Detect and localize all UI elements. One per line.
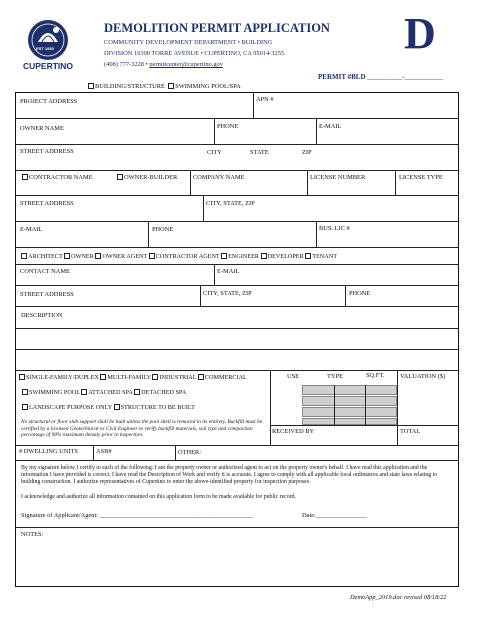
fee-cell[interactable] xyxy=(302,407,397,417)
contractor-name-checkbox[interactable] xyxy=(22,174,28,180)
seal-text: EST 1955 xyxy=(36,46,54,51)
date-line[interactable]: Date:________________ xyxy=(302,512,367,519)
engineer-checkbox[interactable] xyxy=(221,253,227,259)
tenant-checkbox[interactable] xyxy=(305,253,311,259)
structure-label: STRUCTURE TO BE BUILT xyxy=(120,404,195,411)
city-logo xyxy=(22,18,74,72)
landscape-checks-row xyxy=(22,404,195,412)
form-letter: D xyxy=(404,9,436,58)
owner-name-field[interactable] xyxy=(16,133,213,143)
phone-number: (408) 777-3228 xyxy=(104,61,144,68)
architect-checkbox[interactable] xyxy=(21,253,27,259)
acknowledge-text: I acknowledge and authorize all information contained on this application form to be made available for public record. xyxy=(21,494,296,500)
fee-cell[interactable] xyxy=(302,385,397,395)
contractor-agent-checkbox[interactable] xyxy=(149,253,155,259)
fee-cell[interactable] xyxy=(302,418,397,425)
attached-spa-label: ATTACHED SPA xyxy=(88,389,133,396)
permit-number xyxy=(318,73,443,81)
contractor-phone-label: PHONE xyxy=(152,226,174,233)
contractor-agent-label: CONTRACTOR AGENT xyxy=(155,253,220,260)
pool-checks-row xyxy=(22,389,186,397)
fee-cell[interactable] xyxy=(302,396,397,406)
owner-name-label: OWNER NAME xyxy=(20,125,64,132)
contact-street-label: STREET ADDRESS xyxy=(20,291,74,298)
bus-lic-label: BUS. LIC # xyxy=(319,225,350,232)
owner-builder-label: OWNER-BUILDER xyxy=(124,174,178,181)
contractor-name-label: CONTRACTOR NAME xyxy=(29,174,93,181)
contractor-row xyxy=(22,174,93,182)
owner-zip-label: ZIP xyxy=(302,149,312,156)
owner-email-label: E-MAIL xyxy=(319,123,342,130)
building-structure-checkbox[interactable] xyxy=(88,83,94,89)
company-name-label: COMPANY NAME xyxy=(193,174,245,181)
multi-family-checkbox[interactable] xyxy=(100,374,106,380)
use-header: USE xyxy=(287,373,300,380)
received-by-label: RECEIVED BY xyxy=(272,428,315,435)
commercial-label: COMMERCIAL xyxy=(204,374,247,381)
single-family-checkbox[interactable] xyxy=(19,374,25,380)
license-number-label: LICENSE NUMBER xyxy=(310,174,366,181)
pool-note: No structural or floor slab support shall be built unless the pool shell is removed in its entirety. Backfill must be certified by a licensed Geotechnical or Civil Engineer to verify backfill materials, soil type and compaction percentage of 90% maximum density prior to inspection. xyxy=(21,419,263,439)
owner-state-label: STATE xyxy=(250,149,269,156)
city-seal-icon xyxy=(22,18,74,62)
other-label: OTHER: xyxy=(178,449,202,456)
top-type-checks xyxy=(88,83,241,91)
bullet: • xyxy=(145,61,148,68)
industrial-checkbox[interactable] xyxy=(152,374,158,380)
contact-line xyxy=(104,61,223,69)
permit-label: PERMIT #BLD xyxy=(318,73,366,81)
dwelling-units-label: # DWELLING UNITS xyxy=(19,448,78,455)
department-line: COMMUNITY DEVELOPMENT DEPARTMENT • BUILDING xyxy=(104,39,273,46)
industrial-label: INDUSTRIAL xyxy=(159,374,197,381)
commercial-checkbox[interactable] xyxy=(198,374,204,380)
email-link[interactable]: permitcenter@cupertino.gov xyxy=(149,61,223,68)
contact-email-label: E-MAIL xyxy=(217,268,240,275)
landscape-checkbox[interactable] xyxy=(22,404,28,410)
valuation-header: VALUATION ($) xyxy=(400,373,446,380)
owner-builder-row xyxy=(117,174,177,182)
description-label: DESCRIPTION xyxy=(21,312,63,319)
asb-label: ASB# xyxy=(96,448,112,455)
developer-label: DEVELOPER xyxy=(267,253,304,260)
owner-label: OWNER xyxy=(71,253,94,260)
description-field[interactable] xyxy=(16,320,458,369)
license-type-label: LICENSE TYPE xyxy=(399,174,443,181)
sqft-header: SQ.FT. xyxy=(366,372,385,379)
developer-checkbox[interactable] xyxy=(261,253,267,259)
swimming-pool-type-checkbox[interactable] xyxy=(22,389,28,395)
notes-field[interactable] xyxy=(16,540,458,586)
owner-checkbox[interactable] xyxy=(64,253,70,259)
owner-street-label: STREET ADDRESS xyxy=(20,148,74,155)
multi-family-label: MULTI-FAMILY xyxy=(107,374,151,381)
landscape-label: LANDSCAPE PURPOSE ONLY xyxy=(29,404,113,411)
swimming-pool-label: SWIMMING POOL/SPA xyxy=(175,83,241,90)
single-family-label: SINGLE-FAMILY/DUPLEX xyxy=(26,374,99,381)
owner-phone-label: PHONE xyxy=(217,123,239,130)
structure-checkbox[interactable] xyxy=(114,404,120,410)
address-line: DIVISION 10300 TORRE AVENUE • CUPERTINO, CA 95014-3255 xyxy=(104,50,285,57)
form-title: DEMOLITION PERMIT APPLICATION xyxy=(104,21,330,35)
permit-blank[interactable]: __________-___________ xyxy=(367,73,444,81)
contact-city-label: CITY, STATE, ZIP xyxy=(203,290,252,297)
tenant-label: TENANT xyxy=(312,253,337,260)
apn-field[interactable] xyxy=(254,104,458,117)
building-structure-label: BUILDING/STRUCTURE xyxy=(95,83,165,90)
logo-text: CUPERTINO xyxy=(22,61,74,71)
certification-text: By my signature below I certify to each of the following: I am the property owner or authorized agent to act on the property owner's behalf. I have read this application and the information I have provided is correct. I have read the Description of Work and verify it is accurate. I agree to comply with all applicable local ordinances and state laws relating to building construction. I authorize representatives of Cupertino to enter the above-identified property for inspection purposes. xyxy=(21,465,438,485)
detached-spa-checkbox[interactable] xyxy=(134,389,140,395)
contractor-street-label: STREET ADDRESS xyxy=(20,200,74,207)
detached-spa-label: DETACHED SPA xyxy=(141,389,187,396)
owner-agent-label: OWNER AGENT xyxy=(102,253,148,260)
total-label: TOTAL xyxy=(400,428,421,435)
notes-label: NOTES: xyxy=(21,531,44,538)
project-address-label: PROJECT ADDRESS xyxy=(20,98,78,105)
attached-spa-checkbox[interactable] xyxy=(81,389,87,395)
engineer-label: ENGINEER xyxy=(228,253,260,260)
project-address-field[interactable] xyxy=(16,106,252,117)
signature-line[interactable]: Signature of Applicant/Agent: ________________________________________________ xyxy=(21,512,253,519)
apn-label: APN # xyxy=(256,96,274,103)
owner-city-label: CITY xyxy=(207,149,222,156)
contractor-city-label: CITY, STATE, ZIP xyxy=(206,200,255,207)
owner-agent-checkbox[interactable] xyxy=(95,253,101,259)
owner-builder-checkbox[interactable] xyxy=(117,174,123,180)
contractor-email-label: E-MAIL xyxy=(20,226,43,233)
type-header: TYPE xyxy=(327,373,343,380)
swimming-pool-type-label: SWIMMING POOL xyxy=(29,389,80,396)
contact-name-label: CONTACT NAME xyxy=(20,268,70,275)
role-checks-row xyxy=(21,253,337,261)
use-checks-row xyxy=(19,374,247,382)
footer-revision: DemoApp_2019.doc revised 08/18/22 xyxy=(350,594,447,601)
contact-phone-label: PHONE xyxy=(349,290,371,297)
architect-label: ARCHITECT xyxy=(28,253,63,260)
swimming-pool-checkbox[interactable] xyxy=(168,83,174,89)
